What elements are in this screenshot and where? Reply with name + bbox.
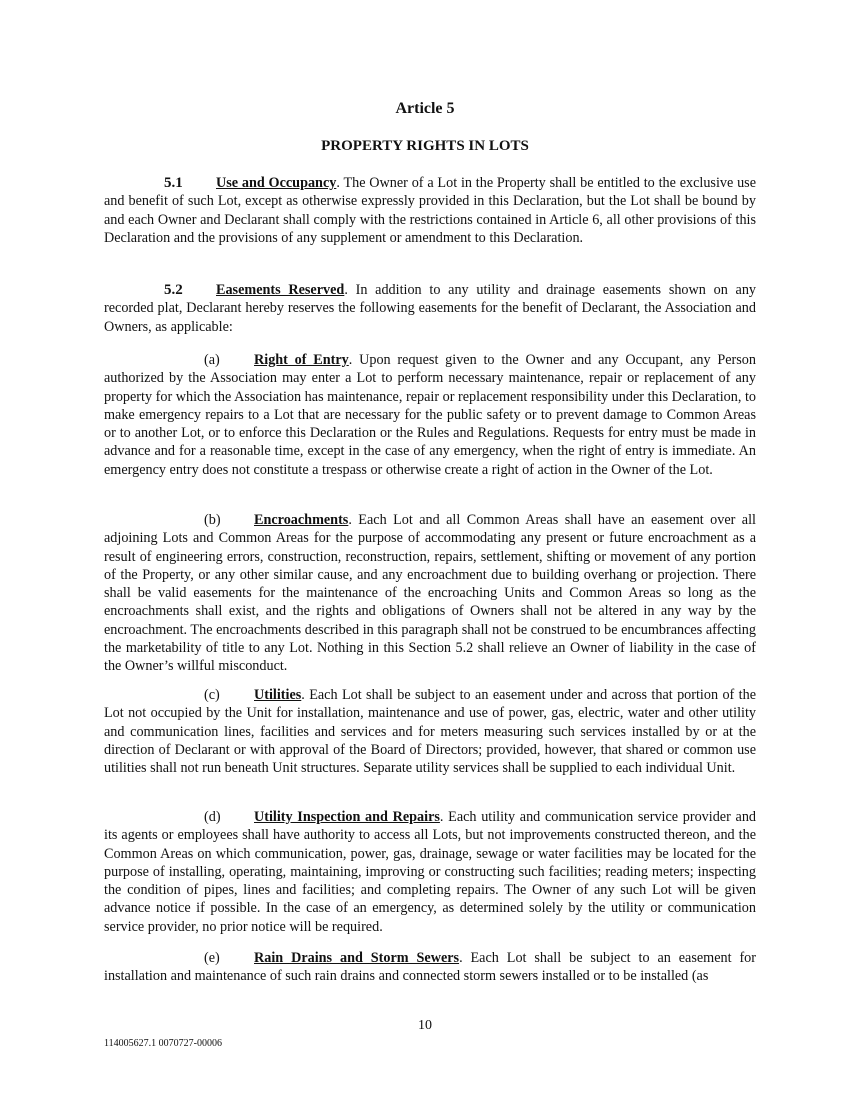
- section-text: . In addition to any utility and drainage easements shown on any recorded plat, Declarant hereby reserves the following easements for the benefit of Declarant, the Association and Owners, as applicable:: [104, 282, 757, 335]
- subsection-letter: (a): [204, 352, 220, 368]
- article-subtitle: PROPERTY RIGHTS IN LOTS: [321, 138, 529, 154]
- subsection-text: . Each utility and communication service provider and its agents or employees shall have authority to access all Lots, but not improvements constructed thereon, and the Common Areas on which communication, power, gas, drainage, sewage or water facilities may be located for the purpose of installing, operating, maintaining, improving or constructing such facilities; reading meters; inspecting the condition of pipes, lines and facilities; and completing repairs. The Owner of any such Lot will be given advance notice if possible. In the case of an emergency, as determined solely by the utility or communication service provider, no prior notice will be required.: [104, 809, 757, 935]
- subsection-e: [104, 949, 756, 986]
- subsection-b: [104, 511, 756, 676]
- subsection-text: . Each Lot shall be subject to an easement under and across that portion of the Lot not occupied by the Unit for installation, maintenance and use of power, gas, electric, water and other utility and communication lines, facilities and services and for meters measuring such services installed by or at the direction of Declarant or with approval of the Board of Directors; provided, however, that shared or common use utilities shall not run beneath Unit structures. Separate utility services shall be supplied to each individual Unit.: [104, 687, 756, 777]
- section-number: 5.1: [164, 175, 183, 191]
- subsection-heading: Encroachments: [254, 512, 349, 528]
- section-5-2: [104, 281, 756, 336]
- subsection-heading: Utility Inspection and Repairs: [254, 809, 440, 825]
- subsection-letter: (b): [204, 512, 221, 528]
- subsection-text: . Each Lot and all Common Areas shall have an easement over all adjoining Lots and Common Areas for the purpose of accommodating any present or future encroachment as a result of engineering errors, construction, reconstruction, repairs, settlement, shifting or movement of any portion of the Property, or any other similar cause, and any encroachment due to building overhang or projection. There shall be valid easements for the maintenance of the encroaching Units and Common Areas so long as the encroachments shall exist, and the rights and obligations of Owners shall not be altered in any way by the encroachment. The encroachments described in this paragraph shall not be construed to be encumbrances affecting the marketability of title to any Lot. Nothing in this Section 5.2 shall relieve an Owner of liability in the case of the Owner’s willful misconduct.: [104, 512, 756, 675]
- subsection-heading: Rain Drains and Storm Sewers: [254, 950, 460, 966]
- subsection-c: [104, 686, 756, 777]
- subsection-d: [104, 808, 756, 936]
- page-number: 10: [418, 1018, 432, 1033]
- article-title: Article 5: [395, 100, 455, 117]
- section-text: . The Owner of a Lot in the Property shall be entitled to the exclusive use and benefit of such Lot, except as otherwise expressly provided in this Declaration, but the Lot shall be bound by and each Owner and Declarant shall comply with the restrictions contained in Article 6, all other provisions of this Declaration and the provisions of any supplement or amendment to this Declaration.: [104, 175, 756, 246]
- subsection-letter: (c): [204, 687, 220, 703]
- subsection-a: [104, 351, 756, 479]
- subsection-letter: (e): [204, 950, 220, 966]
- section-heading: Use and Occupancy: [216, 175, 337, 191]
- subsection-text: . Upon request given to the Owner and any Occupant, any Person authorized by the Association may enter a Lot to perform necessary maintenance, repair or replacement of any property for which the Association has maintenance, repair or replacement responsibility under this Declaration, to make emergency repairs to a Lot that are necessary for the public safety or to prevent damage to Common Areas or to another Lot, or to enforce this Declaration or the Rules and Regulations. Requests for entry must be made in advance and for a reasonable time, except in the case of any emergency, when the right of entry is immediate. An emergency entry does not constitute a trespass or otherwise create a right of action in the Owner of the Lot.: [104, 352, 756, 478]
- subsection-heading: Utilities: [254, 687, 302, 703]
- document-id: 114005627.1 0070727-00006: [104, 1038, 222, 1049]
- subsection-text: . Each Lot shall be subject to an easement for installation and maintenance of such rain drains and connected storm sewers installed or to be installed (as: [104, 950, 756, 985]
- subsection-heading: Right of Entry: [254, 352, 349, 368]
- section-number: 5.2: [164, 282, 183, 298]
- section-5-1: [104, 174, 756, 247]
- section-heading: Easements Reserved: [216, 282, 345, 298]
- subsection-letter: (d): [204, 809, 221, 825]
